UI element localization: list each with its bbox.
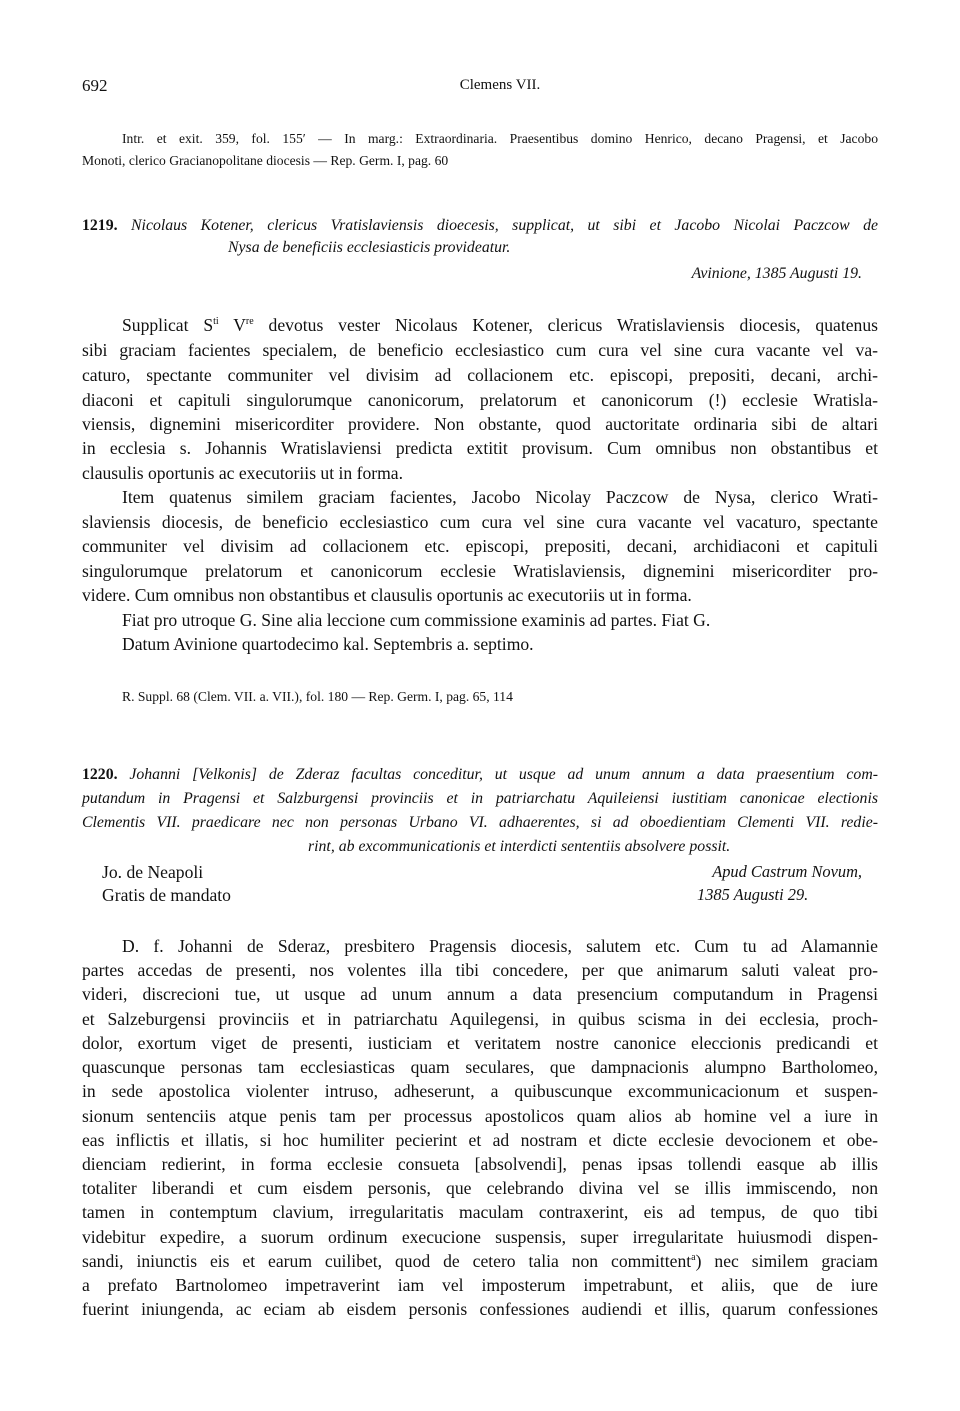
paragraph-line: dienciam redierint, in forma ecclesie consueta [absolvendi], penas ipsas tollendi easque ab illis: [82, 1154, 878, 1174]
paragraph-line: videri, discrecioni tue, ut usque ad unum annum a data presencium computandum in Pragensi: [82, 984, 878, 1004]
paragraph-line: Datum Avinione quartodecimo kal. Septembris a. septimo.: [122, 634, 534, 654]
date: 1385 Augusti 29.: [697, 885, 809, 904]
paragraph-line: videbitur expedire, a suorum ordinum execucione suspensis, super irregularitate huiusmodi dispen-: [82, 1227, 878, 1247]
running-title: Clemens VII.: [459, 77, 541, 93]
paragraph-line: videre. Cum omnibus non obstantibus et clausulis oportunis ac executoriis ut in forma.: [82, 585, 692, 605]
page-number: 692: [82, 76, 108, 95]
paragraph-line: sandi, iniunctis eis et earum cuilibet, quod de cetero talia non committent$^a$) nec similem graciam: [82, 1251, 878, 1271]
paragraph-line: Fiat pro utroque G. Sine alia leccione cum commissione examinis ad partes. Fiat G.: [122, 610, 711, 630]
paragraph-line: communiter vel divisim ad collacionem etc. episcopi, prepositi, decani, archidiaconi et capituli: [82, 536, 878, 556]
entry-number: 1219.: [82, 217, 118, 234]
paragraph-line: clausulis oportunis ac executoriis ut in forma.: [82, 463, 404, 483]
top-note-line: Monoti, clerico Gracianopolitane diocesis — Rep. Germ. I, pag. 60: [82, 153, 449, 168]
entry-heading-text: Johanni [Velkonis] de Zderaz facultas conceditur, ut usque ad unum annum a data praesentium com-: [129, 766, 878, 783]
paragraph-line: eas inflictis et illatis, si hoc humiliter pecierint et ad nostram et dicte ecclesie devocionem et obe-: [82, 1130, 878, 1150]
paragraph-line: tamen in contemptum clavium, irregularitatis maculam contraxerint, eis ad tempus, de quo tibi: [82, 1202, 878, 1222]
entry-heading-line: Nysa de beneficiis ecclesiasticis provideatur.: [228, 239, 511, 256]
place-date: Avinione, 1385 Augusti 19.: [691, 265, 862, 282]
paragraph-line: Item quatenus similem graciam facientes, Jacobo Nicolay Paczcow de Nysa, clerico Wrati-: [122, 487, 878, 507]
paragraph-line: caturo, spectante communiter vel divisim ad collacionem etc. episcopi, prepositi, decani, archi-: [82, 365, 878, 385]
paragraph-line: Supplicat $S^{ti}$ Vre devotus vester Nicolaus Kotener, clericus Wratislaviensis diocesis, quatenus: [122, 315, 878, 335]
paragraph-line: fuerint iniungenda, ac eciam ab eisdem personis confessiones audiendi et illis, quarum confessiones: [82, 1299, 878, 1319]
paragraph-line: in ecclesia s. Johannis Wratislaviensi predicta extitit provisum. Cum omnibus non obstantibus et: [82, 438, 878, 458]
paragraph-line: in sede apostolica violenter intruso, adheserunt, a quibuscunque excommunicacionum et suspen-: [82, 1081, 878, 1101]
paragraph-line: a prefato Bartnolomeo impetraverint iam vel imposterum impetrabunt, et aliis, que de iure: [82, 1275, 878, 1295]
paragraph-line: totaliter liberandi et cum eisdem personis, que celebrando divina vel se illis immiscendo, non: [82, 1178, 878, 1198]
paragraph-line: quascunque personas tam ecclesiasticas quam seculares, que dampnacionis alumpno Bartholomeo,: [82, 1057, 878, 1077]
entry-number: 1220.: [82, 766, 118, 783]
paragraph-line: partes accedas de presenti, nos volentes illa tibi concedere, per que animarum saluti valeat pro-: [82, 960, 878, 980]
entry-heading-line: Clementis VII. praedicare nec non personas Urbano VI. adhaerentes, si ad oboedientiam Clementi VII. redie-: [82, 814, 878, 831]
paragraph-line: slaviensis diocesis, de beneficio ecclesiastico cum cura vel sine cura vacante vel vacaturo, spectante: [82, 512, 878, 532]
gratis-note: Gratis de mandato: [102, 885, 231, 905]
paragraph-line: diaconi et capituli singulorumque canonicorum, prelatorum et canonicorum (!) ecclesie Wratisla-: [82, 390, 878, 410]
paragraph-line: viensis, dignemini misericorditer providere. Non obstante, quod auctoritate ordinaria sibi de altari: [82, 414, 878, 434]
paragraph-line: dolor, exortum viget de presenti, iusticiam et veritatem nostre canonice eleccionis predicandi et: [82, 1033, 878, 1053]
paragraph-line: singulorumque prelatorum et canonicorum ecclesie Wratislaviensis, dignemini misericorditer pro-: [82, 561, 878, 581]
footnote-marker: a: [691, 1252, 696, 1264]
paragraph-line: et Salzeburgensi provinciis et in patriarchatu Aquilegensi, in quibus scisma in dei ecclesia, proch-: [82, 1009, 878, 1029]
paragraph-line: D. f. Johanni de Sderaz, presbitero Pragensis diocesis, salutem etc. Cum tu ad Alamannie: [122, 936, 878, 956]
entry-heading-text: Nicolaus Kotener, clericus Vratislaviensis dioecesis, supplicat, ut sibi et Jacobo Nicolai Paczcow de: [131, 217, 878, 234]
source-reference: R. Suppl. 68 (Clem. VII. a. VII.), fol. 180 — Rep. Germ. I, pag. 65, 114: [122, 689, 513, 704]
top-note-line: Intr. et exit. 359, fol. 155′ — In marg.: Extraordinaria. Praesentibus domino Henrico, decano Pragensi, et Jacobo: [122, 131, 878, 146]
entry-heading: [82, 766, 878, 784]
entry-heading: [82, 217, 878, 235]
scribe-name: Jo. de Neapoli: [102, 862, 204, 882]
entry-heading-line: putandum in Pragensi et Salzburgensi provinciis et in patriarchatu Aquileiensi iustitiam canonicae electionis: [82, 790, 878, 807]
paragraph-line: sibi graciam facientes specialem, de beneficio ecclesiastico cum cura vel sine cura vacante vel va-: [82, 340, 878, 360]
paragraph-line: sionum sentenciis atque penis tam per processus apostolicos quam alios ab homine vel a iure in: [82, 1106, 878, 1126]
entry-heading-line: rint, ab excommunicationis et interdicti sententiis absolvere possit.: [308, 838, 731, 855]
place: Apud Castrum Novum,: [712, 862, 862, 881]
